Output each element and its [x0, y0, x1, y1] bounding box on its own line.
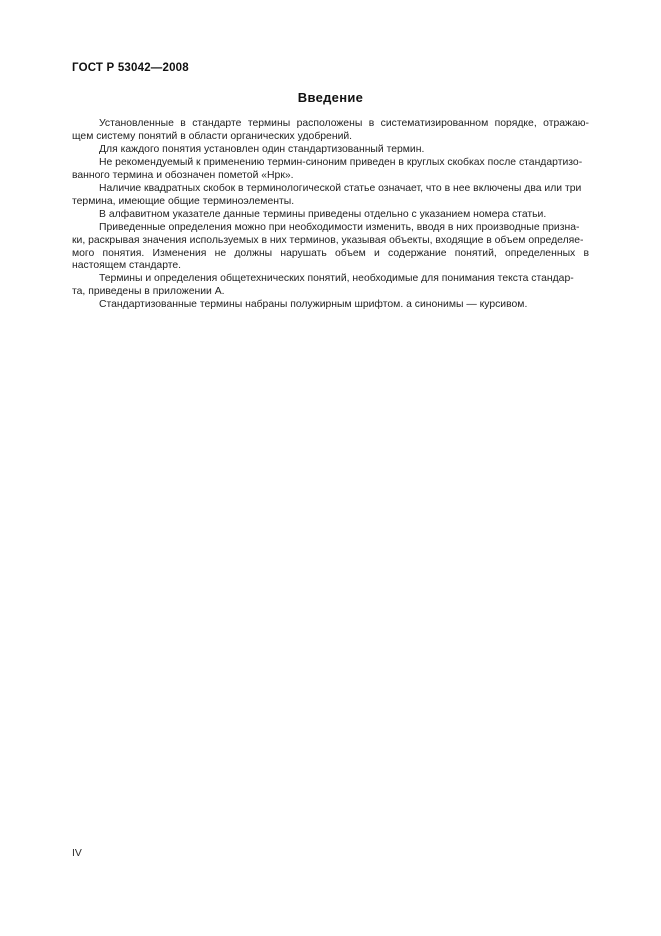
text-word: стандарте: [192, 118, 242, 129]
text-line: [72, 118, 589, 131]
text-word: расположены: [296, 118, 363, 129]
text-line: Приведенные определения можно при необходимости изменить, вводя в них производные призна-: [99, 221, 580, 233]
text-word: нарушать: [280, 247, 327, 259]
text-word: в: [368, 118, 375, 129]
text-word: мого: [72, 247, 95, 259]
text-line: термина, имеющие общие терминоэлементы.: [72, 195, 295, 207]
paragraph: [72, 118, 589, 144]
text-line: Наличие квадратных скобок в терминологической статье означает, что в нее включены два или три: [99, 182, 582, 194]
paragraph: [72, 183, 589, 209]
text-word: систематизированном: [380, 118, 489, 129]
text-line: ванного термина и обозначен пометой «Нрк».: [72, 169, 294, 181]
text-word: в: [180, 118, 186, 129]
text-line: Термины и определения общетехнических понятий, необходимые для понимания текста стандар-: [99, 273, 574, 285]
paragraph: [72, 144, 589, 157]
text-word: понятий,: [454, 247, 497, 259]
page-number: IV: [72, 848, 82, 859]
body-text: [72, 118, 589, 312]
text-word: понятия.: [102, 247, 145, 259]
text-word: Установленные: [99, 118, 174, 129]
paragraph: [72, 222, 589, 274]
text-line: та, приведены в приложении А.: [72, 286, 225, 298]
text-line: ки, раскрывая значения используемых в них терминов, указывая объекты, входящие в объем определяе-: [72, 234, 584, 246]
text-line: Стандартизованные термины набраны полужирным шрифтом. а синонимы — курсивом.: [99, 299, 528, 311]
text-word: не: [214, 247, 227, 259]
text-line: [72, 248, 589, 261]
text-word: порядке,: [494, 118, 537, 129]
text-line: В алфавитном указателе данные термины приведены отдельно с указанием номера статьи.: [99, 208, 547, 220]
page-title: Введение: [297, 90, 364, 105]
text-word: должны: [234, 247, 273, 259]
text-word: термины: [247, 118, 291, 129]
text-word: объем: [335, 247, 366, 259]
paragraph: [72, 209, 589, 222]
text-word: содержание: [388, 247, 447, 259]
text-word: в: [583, 247, 589, 259]
text-word: Изменения: [152, 247, 207, 259]
text-line: Для каждого понятия установлен один стандартизованный термин.: [99, 143, 425, 155]
paragraph: [72, 299, 589, 312]
text-line: настоящем стандарте.: [72, 260, 182, 272]
paragraph: [72, 273, 589, 299]
paragraph: [72, 157, 589, 183]
text-word: отражаю-: [543, 118, 589, 129]
text-word: и: [374, 247, 380, 259]
text-word: определенных: [505, 247, 576, 259]
running-header-standard-number: ГОСТ Р 53042—2008: [72, 62, 189, 74]
text-line: Не рекомендуемый к применению термин-синоним приведен в круглых скобках после стандартизо-: [99, 156, 583, 168]
text-line: щем систему понятий в области органических удобрений.: [72, 130, 353, 142]
